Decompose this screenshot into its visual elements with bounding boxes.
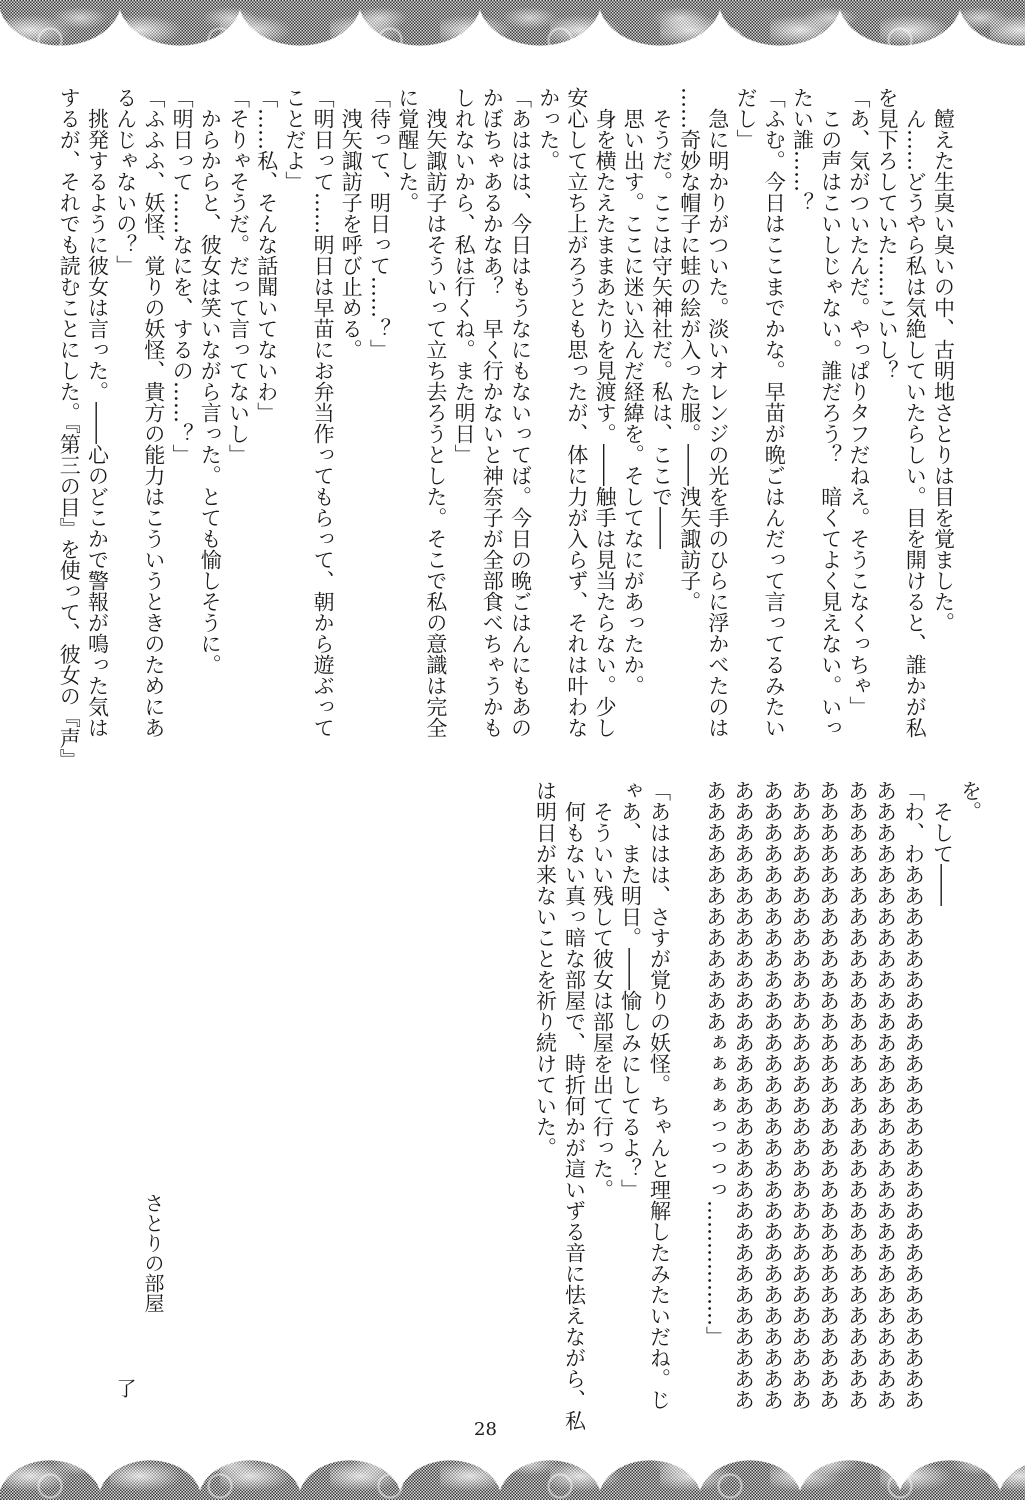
- text-column: ああああああああああああああああああああああああああああああ: [873, 780, 898, 1410]
- text-column: だし」: [734, 87, 759, 150]
- text-column: 思い出す。ここに迷い込んだ経緯を。そしてなにがあったか。: [621, 87, 646, 696]
- text-column: ん……どうやら私は気絶していたらしい。目を開けると、誰かが私: [903, 87, 928, 738]
- end-mark: 了: [113, 1378, 137, 1398]
- text-column: を。: [958, 780, 983, 822]
- text-column: 「ふふふ、妖怪、覚りの妖怪、貴方の能力はこういうときのためにあ: [141, 87, 166, 738]
- text-column: たい誰……？: [790, 87, 815, 213]
- text-column: 洩矢諏訪子を呼び止める。: [339, 87, 364, 360]
- text-column: 身を横たえたままあたりを見渡す。――触手は見当たらない。少し: [593, 87, 618, 738]
- text-column: 「……私、そんな話聞いてないわ」: [254, 87, 279, 423]
- text-column: 「ふむ。今日はここまでかな。早苗が晩ごはんだって言ってるみたい: [762, 87, 787, 738]
- text-column: そして――: [930, 780, 955, 906]
- text-column: 「明日って……なにを、するの……？」: [170, 87, 195, 465]
- lace-border-bottom: [0, 1446, 1025, 1500]
- lace-border-top: [0, 0, 1025, 62]
- text-column: るんじゃないの？」: [113, 87, 138, 276]
- text-column: を見下ろしていた……こいし？: [875, 87, 900, 381]
- text-column: かぼちゃあるかなあ？ 早く行かないと神奈子が全部食べちゃうかも: [480, 87, 505, 738]
- text-column: 「あ、気がついたんだ。やっぱりタフだねえ。そうこなくっちゃ」: [846, 87, 871, 717]
- text-column: 洩矢諏訪子はそういって立ち去ろうとした。そこで私の意識は完全: [423, 87, 448, 738]
- text-column: ああああああああああああああああああああああああああああああ: [816, 780, 841, 1410]
- text-column: しれないから、私は行くね。また明日」: [452, 87, 477, 465]
- text-column: ……奇妙な帽子に蛙の絵が入った服。――洩矢諏訪子。: [677, 87, 702, 612]
- text-column: 「明日って……明日は早苗にお弁当作ってもらって、朝から遊ぶって: [311, 87, 336, 738]
- text-column: に覚醒した。: [395, 87, 420, 213]
- text-column: は明日が来ないことを祈り続けていた。: [533, 780, 558, 1158]
- story-title: さとりの部屋: [141, 1193, 165, 1313]
- text-column: ああああああああああああああああああああああああああああああ: [760, 780, 785, 1410]
- text-column: 饐えた生臭い臭いの中、古明地さとりは目を覚ました。: [931, 87, 956, 633]
- text-column: からからと、彼女は笑いながら言った。とても愉しそうに。: [198, 87, 223, 675]
- text-column: この声はこいしじゃない。誰だろう？ 暗くてよく見えない。いっ: [818, 87, 843, 738]
- text-column: かった。: [536, 87, 561, 171]
- text-column: 「あははは、さすが覚りの妖怪。ちゃんと理解したみたいだね。じ: [647, 780, 672, 1410]
- text-column: ああああああああああああああああああああああああああああああ: [731, 780, 756, 1410]
- text-column: 「待って、明日って……？」: [367, 87, 392, 360]
- page-number: 28: [474, 1419, 497, 1440]
- text-column: 「そりゃそうだ。だって言ってないし」: [226, 87, 251, 465]
- text-column: ことだよ」: [282, 87, 307, 192]
- text-column: 急に明かりがついた。淡いオレンジの光を手のひらに浮かべたのは: [705, 87, 730, 738]
- text-column: ゃあ、また明日。――愉しみにしてるよ？」: [618, 780, 643, 1200]
- text-column: そういい残して彼女は部屋を出て行った。: [590, 780, 615, 1200]
- text-column: 「あははは、今日はもうなにもないってば。今日の晩ごはんにもあの: [508, 87, 533, 738]
- text-column: ああああああああああああああああああああああああああああああ: [845, 780, 870, 1410]
- text-column: 「わ、わああああああああああああああああああああああああああ: [901, 780, 926, 1410]
- text-column: するが、それでも読むことにした。『第三の目』を使って、彼女の『声』: [57, 87, 82, 770]
- text-column: そうだ。ここは守矢神社だ。私は、ここで――: [649, 87, 674, 549]
- text-column: ああああああああああああぁぁぁぁっっっっ………………」: [703, 780, 728, 1347]
- text-column: 挑発するように彼女は言った。――心のどこかで警報が鳴った気は: [85, 87, 110, 738]
- text-column: 安心して立ち上がろうとも思ったが、体に力が入らず、それは叶わな: [564, 87, 589, 738]
- text-column: 何もない真っ暗な部屋で、時折何かが這いずる音に怯えながら、私: [562, 780, 587, 1431]
- text-column: ああああああああああああああああああああああああああああああ: [788, 780, 813, 1410]
